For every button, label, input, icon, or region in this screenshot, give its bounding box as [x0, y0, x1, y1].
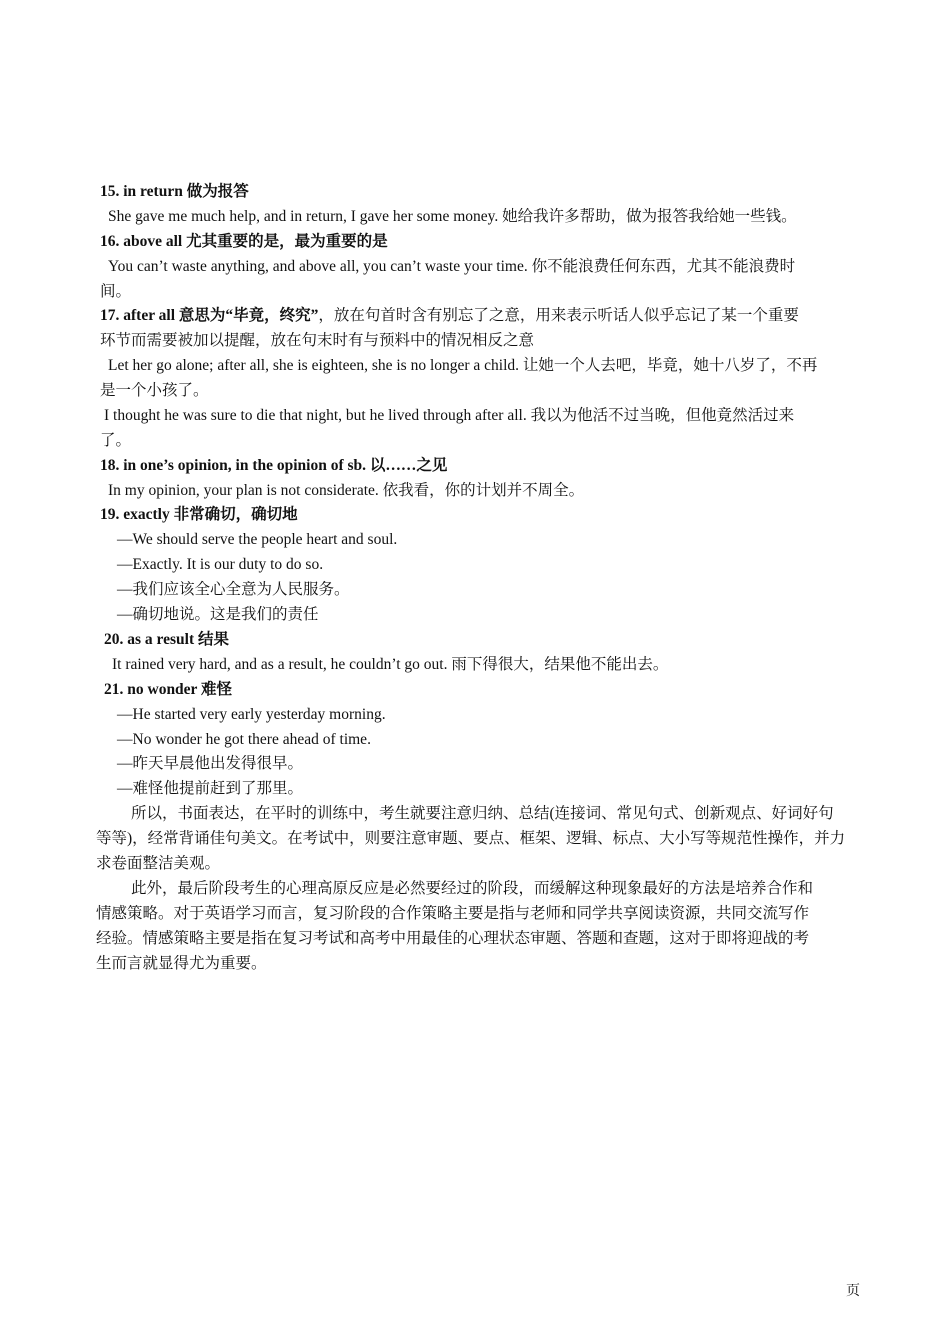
dialogue-line: —Exactly. It is our duty to do so.	[117, 556, 324, 573]
item-heading-17: 17. after all 意思为“毕竟，终究”，放在句首时含有别忘了之意，用来表示听话人似乎忘记了某一个重要	[100, 307, 799, 324]
example-sentence: I thought he was sure to die that night, but he lived through after all. 我以为他活不过当晚，但他竟然活过来	[104, 407, 795, 424]
paragraph-line: 此外，最后阶段考生的心理高原反应是必然要经过的阶段，而缓解这种现象最好的方法是培养合作和	[131, 880, 814, 897]
dialogue-line: —难怪他提前赶到了那里。	[117, 780, 304, 797]
item-heading-20: 20. as a result 结果	[104, 631, 230, 648]
dialogue-line: —确切地说。这是我们的责任	[117, 606, 319, 623]
example-sentence-continued: 是一个小孩了。	[100, 382, 209, 399]
dialogue-line: —He started very early yesterday morning.	[117, 706, 386, 723]
paragraph-line: 等等)，经常背诵佳句美文。在考试中，则要注意审题、要点、框架、逻辑、标点、大小写等规范性操作，并力	[96, 830, 846, 847]
item-heading-18: 18. in one’s opinion, in the opinion of sb. 以……之见	[100, 457, 448, 474]
paragraph-line: 经验。情感策略主要是指在复习考试和高考中用最佳的心理状态审题、答题和查题，这对于即将迎战的考	[96, 930, 810, 947]
item-heading-16: 16. above all 尤其重要的是，最为重要的是	[100, 233, 388, 250]
item-heading-19: 19. exactly 非常确切，确切地	[100, 506, 298, 523]
paragraph-line: 求卷面整洁美观。	[96, 855, 221, 872]
dialogue-line: —No wonder he got there ahead of time.	[117, 731, 371, 748]
example-sentence-continued: 了。	[100, 432, 132, 449]
example-sentence: In my opinion, your plan is not considerate. 依我看，你的计划并不周全。	[108, 482, 585, 499]
paragraph-line: 情感策略。对于英语学习而言，复习阶段的合作策略主要是指与老师和同学共享阅读资源，共同交流写作	[96, 905, 810, 922]
item-explanation-continued: 环节而需要被加以提醒，放在句末时有与预料中的情况相反之意	[100, 332, 535, 349]
example-sentence: You can’t waste anything, and above all, you can’t waste your time. 你不能浪费任何东西，尤其不能浪费时	[108, 258, 796, 275]
dialogue-line: —We should serve the people heart and soul.	[117, 531, 398, 548]
item-heading-15: 15. in return 做为报答	[100, 183, 249, 200]
page-label: 页	[846, 1284, 860, 1299]
paragraph-line: 所以，书面表达，在平时的训练中，考生就要注意归纳、总结(连接词、常见句式、创新观点、好词好句	[131, 805, 834, 822]
example-sentence: She gave me much help, and in return, I gave her some money. 她给我许多帮助，做为报答我给她一些钱。	[108, 208, 797, 225]
item-heading-21: 21. no wonder 难怪	[104, 681, 233, 698]
paragraph-line: 生而言就显得尤为重要。	[96, 955, 267, 972]
dialogue-line: —昨天早晨他出发得很早。	[117, 755, 304, 772]
example-sentence: It rained very hard, and as a result, he couldn’t go out. 雨下得很大，结果他不能出去。	[112, 656, 669, 673]
example-sentence: Let her go alone; after all, she is eighteen, she is no longer a child. 让她一个人去吧，毕竟，她十八岁了，不再	[108, 357, 818, 374]
dialogue-line: —我们应该全心全意为人民服务。	[117, 581, 350, 598]
example-sentence-continued: 间。	[100, 283, 132, 300]
